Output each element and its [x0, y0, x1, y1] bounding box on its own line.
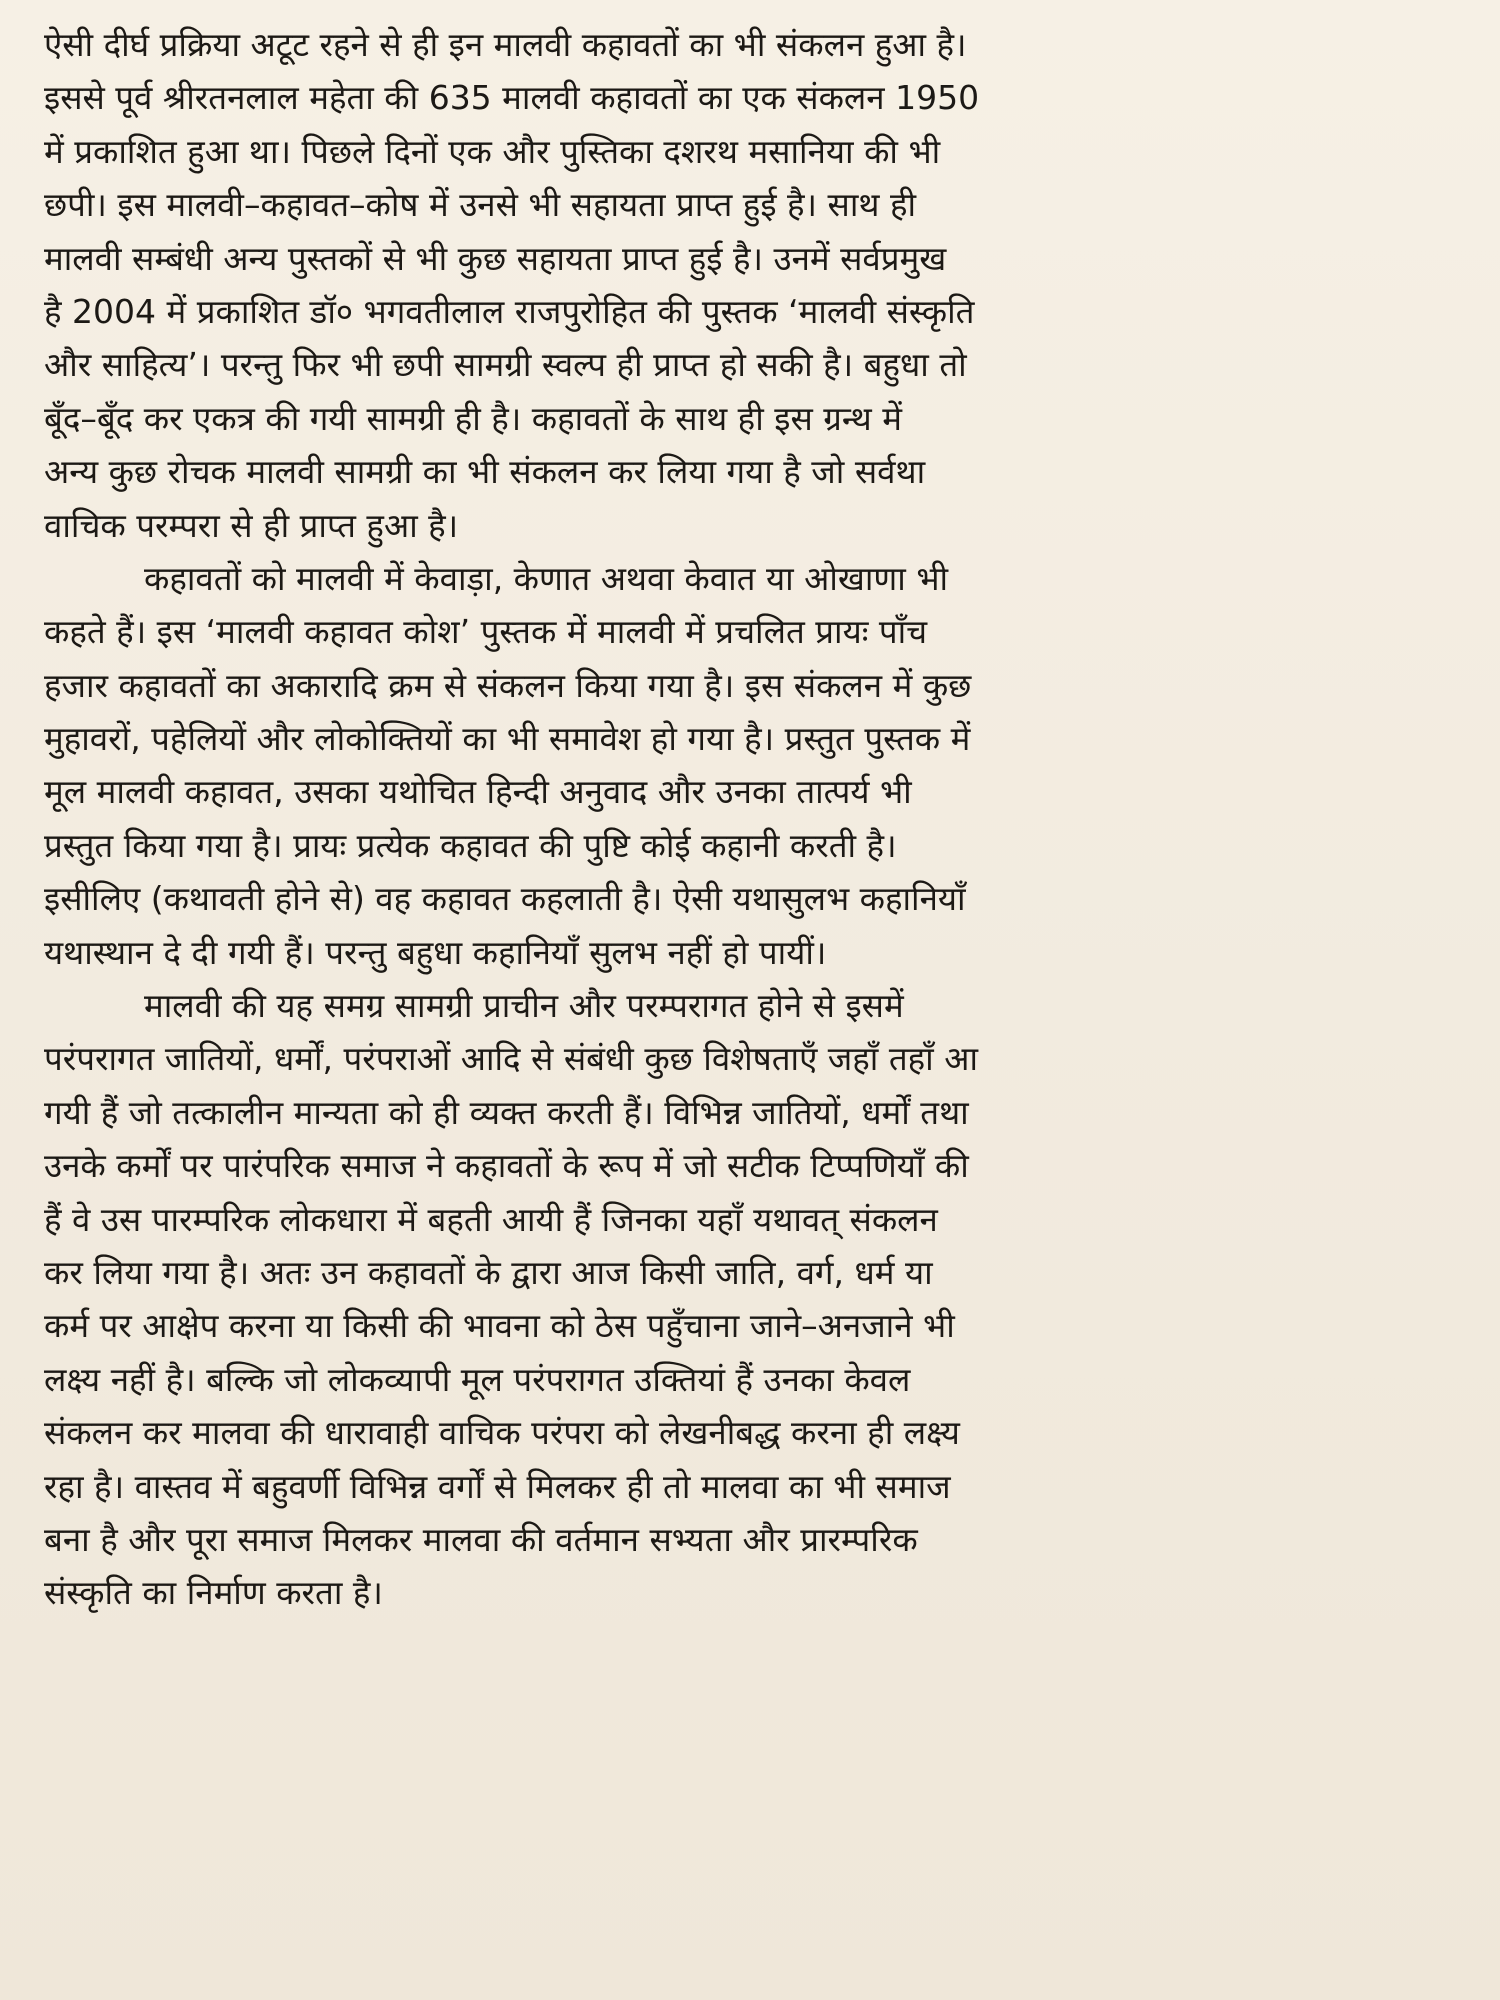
text-line: छपी। इस मालवी–कहावत–कोष में उनसे भी सहायता प्राप्त हुई है। साथ ही: [44, 185, 917, 225]
text-line: और साहित्य’। परन्तु फिर भी छपी सामग्री स्वल्प ही प्राप्त हो सकी है। बहुधा तो: [44, 345, 967, 385]
text-line: इसीलिए (कथावती होने से) वह कहावत कहलाती है। ऐसी यथासुलभ कहानियाँ: [44, 879, 966, 919]
text-line: कहते हैं। इस ‘मालवी कहावत कोश’ पुस्तक में मालवी में प्रचलित प्रायः पाँच: [44, 612, 928, 652]
text-line: परंपरागत जातियों, धर्मों, परंपराओं आदि से संबंधी कुछ विशेषताएँ जहाँ तहाँ आ: [44, 1039, 978, 1079]
text-line: हजार कहावतों का अकारादि क्रम से संकलन किया गया है। इस संकलन में कुछ: [44, 665, 972, 705]
text-line: संकलन कर मालवा की धारावाही वाचिक परंपरा को लेखनीबद्ध करना ही लक्ष्य: [44, 1413, 960, 1453]
text-line: कहावतों को मालवी में केवाड़ा, केणात अथवा केवात या ओखाणा भी: [144, 558, 949, 598]
text-line: ऐसी दीर्घ प्रक्रिया अटूट रहने से ही इन मालवी कहावतों का भी संकलन हुआ है।: [44, 25, 967, 64]
text-line: मालवी की यह समग्र सामग्री प्राचीन और परम्परागत होने से इसमें: [144, 986, 904, 1026]
text-line: मालवी सम्बंधी अन्य पुस्तकों से भी कुछ सहायता प्राप्त हुई है। उनमें सर्वप्रमुख: [44, 238, 947, 278]
body-text: [44, 18, 1460, 1620]
text-line: मुहावरों, पहेलियों और लोकोक्तियों का भी समावेश हो गया है। प्रस्तुत पुस्तक में: [44, 719, 971, 759]
text-line: है 2004 में प्रकाशित डॉ० भगवतीलाल राजपुरोहित की पुस्तक ‘मालवी संस्कृति: [44, 291, 975, 331]
text-line: बना है और पूरा समाज मिलकर मालवा की वर्तमान सभ्यता और प्रारम्परिक: [44, 1519, 918, 1559]
text-line: वाचिक परम्परा से ही प्राप्त हुआ है।: [44, 505, 459, 545]
text-line: संस्कृति का निर्माण करता है।: [44, 1573, 383, 1613]
paragraph-1: [44, 18, 1460, 552]
text-line: यथास्थान दे दी गयी हैं। परन्तु बहुधा कहानियाँ सुलभ नहीं हो पायीं।: [44, 932, 827, 972]
text-line: बूँद–बूँद कर एकत्र की गयी सामग्री ही है। कहावतों के साथ ही इस ग्रन्थ में: [44, 398, 902, 438]
text-line: हैं वे उस पारम्परिक लोकधारा में बहती आयी हैं जिनका यहाँ यथावत् संकलन: [44, 1199, 938, 1239]
paragraph-2: [44, 552, 1460, 979]
text-line: लक्ष्य नहीं है। बल्कि जो लोकव्यापी मूल परंपरागत उक्तियां हैं उनका केवल: [44, 1359, 911, 1399]
text-line: इससे पूर्व श्रीरतनलाल महेता की 635 मालवी कहावतों का एक संकलन 1950: [44, 78, 980, 118]
text-line: में प्रकाशित हुआ था। पिछले दिनों एक और पुस्तिका दशरथ मसानिया की भी: [44, 131, 941, 171]
text-line: मूल मालवी कहावत, उसका यथोचित हिन्दी अनुवाद और उनका तात्पर्य भी: [44, 772, 912, 812]
text-line: गयी हैं जो तत्कालीन मान्यता को ही व्यक्त करती हैं। विभिन्न जातियों, धर्मों तथा: [44, 1092, 969, 1132]
text-line: रहा है। वास्तव में बहुवर्णी विभिन्न वर्गों से मिलकर ही तो मालवा का भी समाज: [44, 1466, 951, 1506]
text-line: कर लिया गया है। अतः उन कहावतों के द्वारा आज किसी जाति, वर्ग, धर्म या: [44, 1252, 933, 1292]
text-line: उनके कर्मों पर पारंपरिक समाज ने कहावतों के रूप में जो सटीक टिप्पणियाँ की: [44, 1146, 969, 1186]
paragraph-3: [44, 979, 1460, 1620]
text-line: कर्म पर आक्षेप करना या किसी की भावना को ठेस पहुँचाना जाने–अनजाने भी: [44, 1306, 955, 1346]
text-line: प्रस्तुत किया गया है। प्रायः प्रत्येक कहावत की पुष्टि कोई कहानी करती है।: [44, 825, 897, 865]
text-line: अन्य कुछ रोचक मालवी सामग्री का भी संकलन कर लिया गया है जो सर्वथा: [44, 452, 926, 492]
